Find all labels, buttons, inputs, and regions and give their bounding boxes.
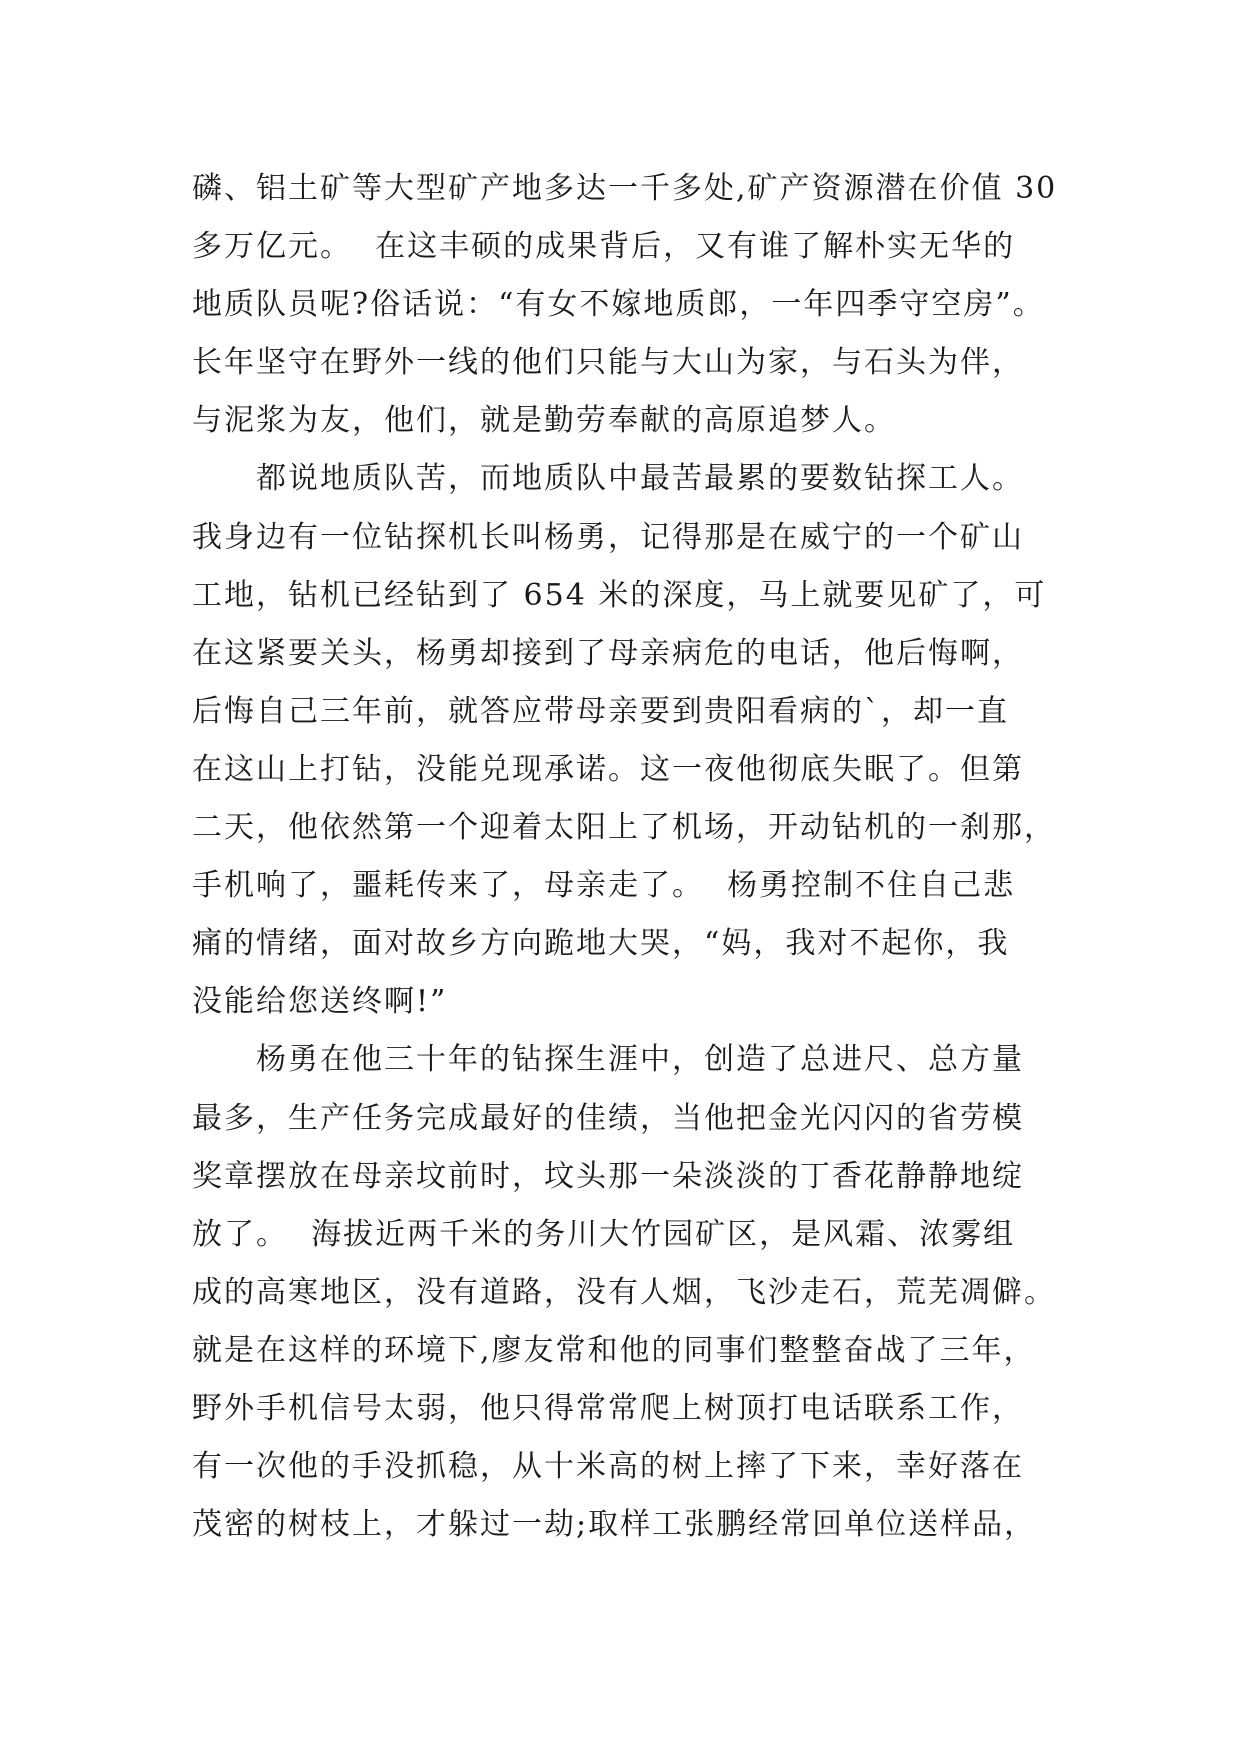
text-line: 在这紧要关头，杨勇却接到了母亲病危的电话，他后悔啊， (192, 635, 1024, 671)
paragraph-1 (192, 160, 1072, 450)
text-line: 手机响了，噩耗传来了，母亲走了。 杨勇控制不住自己悲 (192, 868, 1016, 904)
text-line: 痛的情绪，面对故乡方向跪地大哭，“妈，我对不起你，我 (192, 926, 1010, 962)
text-line: 都说地质队苦，而地质队中最苦最累的要数钻探工人。 (256, 461, 1024, 497)
text-line: 与泥浆为友，他们，就是勤劳奉献的高原追梦人。 (192, 403, 896, 439)
text-line: 杨勇在他三十年的钻探生涯中，创造了总进尺、总方量 (256, 1042, 1024, 1078)
text-line: 我身边有一位钻探机长叫杨勇，记得那是在威宁的一个矿山 (192, 519, 1024, 555)
text-line: 成的高寒地区，没有道路，没有人烟，飞沙走石，荒芜凋僻。 (192, 1274, 1056, 1310)
text-line: 地质队员呢?俗话说：“有女不嫁地质郎，一年四季守空房”。 (192, 287, 1045, 323)
document-body (192, 160, 1072, 1554)
text-line: 最多，生产任务完成最好的佳绩，当他把金光闪闪的省劳模 (192, 1100, 1024, 1136)
text-line: 放了。 海拔近两千米的务川大竹园矿区，是风霜、浓雾组 (192, 1216, 1016, 1252)
text-line: 磷、铝土矿等大型矿产地多达一千多处,矿产资源潜在价值 30 (192, 171, 1058, 206)
text-line: 工地，钻机已经钻到了 654 米的深度，马上就要见矿了，可 (192, 577, 1047, 613)
text-line: 奖章摆放在母亲坟前时，坟头那一朵淡淡的丁香花静静地绽 (192, 1158, 1024, 1194)
paragraph-2 (192, 450, 1072, 1031)
text-line: 有一次他的手没抓稳，从十米高的树上摔了下来，幸好落在 (192, 1449, 1024, 1485)
text-line: 二天，他依然第一个迎着太阳上了机场，开动钻机的一刹那， (192, 810, 1056, 846)
text-line: 长年坚守在野外一线的他们只能与大山为家，与石头为伴， (192, 345, 1024, 381)
text-line: 野外手机信号太弱，他只得常常爬上树顶打电话联系工作， (192, 1390, 1024, 1426)
text-line: 在这山上打钻，没能兑现承诺。这一夜他彻底失眠了。但第 (192, 751, 1024, 787)
paragraph-3 (192, 1031, 1072, 1554)
text-line: 多万亿元。 在这丰硕的成果背后，又有谁了解朴实无华的 (192, 229, 1016, 265)
text-line: 就是在这样的环境下,廖友常和他的同事们整整奋战了三年， (192, 1332, 1036, 1368)
text-line: 后悔自己三年前，就答应带母亲要到贵阳看病的`，却一直 (192, 693, 1009, 729)
text-line: 茂密的树枝上，才躲过一劫;取样工张鹏经常回单位送样品， (192, 1507, 1037, 1543)
text-line: 没能给您送终啊!” (192, 984, 448, 1020)
